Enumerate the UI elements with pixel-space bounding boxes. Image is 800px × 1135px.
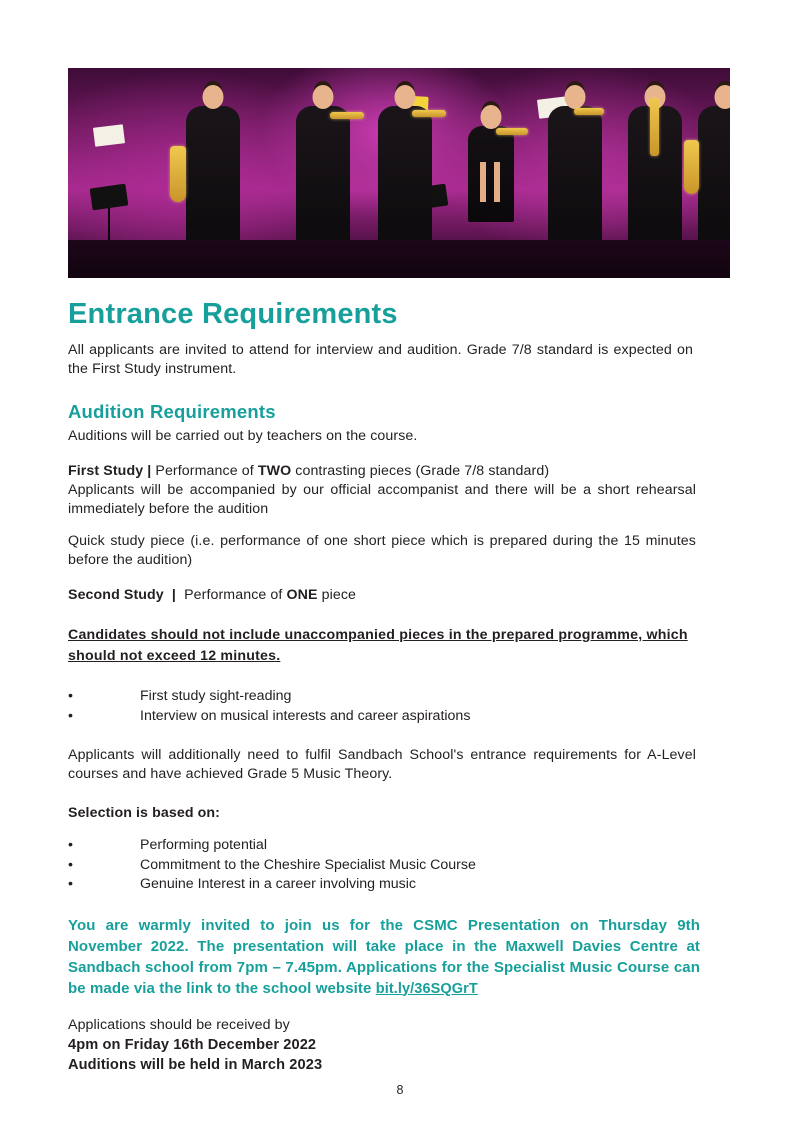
legs <box>494 162 500 202</box>
accompanist-paragraph: Applicants will be accompanied by our official accompanist and there will be a short rehearsal immediately before the audition <box>68 482 696 517</box>
selection-bullet-list <box>68 836 690 895</box>
trumpet-icon <box>330 112 364 119</box>
first-study-label: First Study <box>68 463 144 479</box>
first-study-text-pre: Performance of <box>155 463 258 479</box>
audition-bullet-list <box>68 687 690 726</box>
intro-paragraph: All applicants are invited to attend for interview and audition. Grade 7/8 standard is expected on the First Study instrument. <box>68 342 693 377</box>
musician-trombone <box>628 106 682 244</box>
audition-intro-paragraph: Auditions will be carried out by teachers on the course. <box>68 428 418 444</box>
first-study-separator: | <box>147 463 152 479</box>
applications-lead: Applications should be received by <box>68 1016 290 1033</box>
application-link[interactable]: bit.ly/36SQGrT <box>375 980 478 997</box>
presentation-invitation <box>68 915 700 1000</box>
application-deadline: 4pm on Friday 16th December 2022 <box>68 1036 317 1053</box>
sheet-music <box>93 124 125 147</box>
musician-trumpet <box>378 106 432 244</box>
programme-notice: Candidates should not include unaccompanied pieces in the prepared programme, which should not exceed 12 minutes. <box>68 627 688 664</box>
trumpet-icon <box>412 110 446 117</box>
quick-study-paragraph: Quick study piece (i.e. performance of one short piece which is prepared during the 15 minutes before the audition) <box>68 533 696 568</box>
first-study-emphasis: TWO <box>257 463 292 479</box>
musician-saxophone <box>186 106 240 244</box>
saxophone-icon <box>684 140 699 194</box>
invitation-text: You are warmly invited to join us for the CSMC Presentation on Thursday 9th November 2022. The presentation will take place in the Maxwell Davies Centre at Sandbach school from 7pm – 7.45pm. Applications for the Specialist Music Course can be made via the link to the school website <box>68 916 700 997</box>
musician-saxophone <box>698 106 730 244</box>
musician-trumpet-dress <box>468 126 514 222</box>
second-study-line <box>68 586 690 605</box>
first-study-line <box>68 462 690 481</box>
second-study-emphasis: ONE <box>286 587 318 603</box>
list-item: • Interview on musical interests and career aspirations <box>68 707 690 727</box>
first-study-text-post: contrasting pieces (Grade 7/8 standard) <box>291 463 550 479</box>
stage-floor <box>68 240 730 278</box>
page-title: Entrance Requirements <box>68 298 398 330</box>
list-item: • Performing potential <box>68 836 690 856</box>
page-number: 8 <box>396 1083 404 1097</box>
trumpet-icon <box>496 128 528 135</box>
section-heading-audition-requirements: Audition Requirements <box>68 401 276 422</box>
second-study-text-pre: Performance of <box>184 587 287 603</box>
selection-heading: Selection is based on: <box>68 805 220 821</box>
list-item: • Commitment to the Cheshire Specialist Music Course <box>68 856 690 876</box>
second-study-text-post: piece <box>317 587 357 603</box>
list-item: • Genuine Interest in a career involving music <box>68 875 690 895</box>
musician-trumpet <box>548 106 602 244</box>
additional-requirements-paragraph: Applicants will additionally need to fulfil Sandbach School's entrance requirements for A-Level courses and have achieved Grade 5 Music Theory. <box>68 747 696 782</box>
list-item: • First study sight-reading <box>68 687 690 707</box>
header-photo <box>68 68 730 278</box>
musician-trumpet <box>296 106 350 244</box>
audition-dates: Auditions will be held in March 2023 <box>68 1056 323 1073</box>
second-study-label: Second Study <box>68 587 164 603</box>
trombone-icon <box>650 98 659 156</box>
saxophone-icon <box>170 146 186 202</box>
trumpet-icon <box>574 108 604 115</box>
legs <box>480 162 486 202</box>
second-study-separator: | <box>171 587 176 603</box>
